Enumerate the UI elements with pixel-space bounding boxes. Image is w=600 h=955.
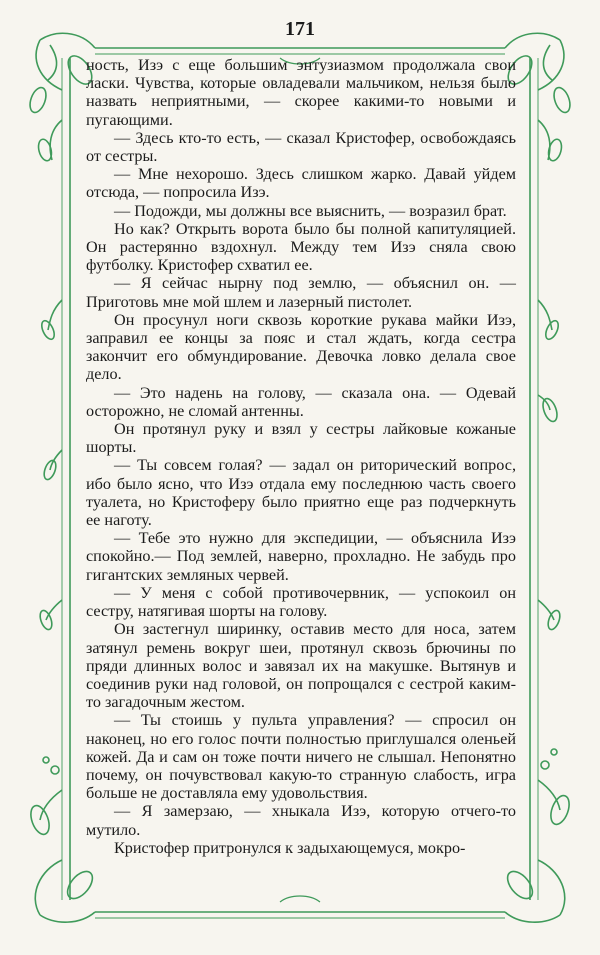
paragraph: Он протянул руку и взял у сестры лайковые кожаные шорты.: [86, 420, 516, 457]
paragraph: Но как? Открыть ворота было бы полной капитуляцией. Он растерянно вздохнул. Между тем Изэ сняла свою футболку. Кристофер схватил ее.: [86, 219, 516, 275]
paragraph: — Тебе это нужно для экспедиции, — объяснила Изэ спокойно.— Под землей, наверно, прохладно. Не забудь про гигантских земляных червей.: [86, 529, 516, 584]
paragraph: Он просунул ноги сквозь короткие рукава майки Изэ, заправил ее концы за пояс и стал ждать, когда сестра закончит его обмундирование. Девочка ловко делала свое дело.: [86, 310, 516, 384]
paragraph: — Мне нехорошо. Здесь слишком жарко. Давай уйдем отсюда, — попросила Изэ.: [86, 165, 516, 202]
paragraph: — Я замерзаю, — хныкала Изэ, которую отчего-то мутило.: [86, 802, 516, 839]
paragraph: ность, Изэ с еще большим энтузиазмом продолжала свои ласки. Чувства, которые овладевали мальчиком, нельзя было назвать неприятными, — скорее какими-то новыми и пугающими.: [86, 56, 516, 129]
paragraph: — Здесь кто-то есть, — сказал Кристофер, освобождаясь от сестры.: [86, 128, 516, 166]
paragraph: Он застегнул ширинку, оставив место для носа, затем затянул ремень вокруг шеи, протянул сквозь брючины по пряди длинных волос и завязал их на макушке. Вытянув и соединив руки над головой, он попрощался с сестрой каким-то загадочным жестом.: [86, 620, 516, 712]
paragraph: — Я сейчас нырну под землю, — объяснил он. — Приготовь мне мой шлем и лазерный пистолет.: [86, 274, 516, 311]
paragraph: — Это надень на голову, — сказала она. — Одевай осторожно, не сломай антенны.: [86, 383, 516, 420]
page-number: 171: [285, 18, 315, 40]
paragraph: Кристофер притронулся к задыхающемуся, мокро-: [114, 838, 466, 857]
paragraph: — Подожди, мы должны все выяснить, — возразил брат.: [114, 201, 507, 220]
paragraph: — Ты стоишь у пульта управления? — спросил он наконец, но его голос почти полностью приглушался оленьей кожей. Да и сам он тоже почти ничего не слышал. Непонятно почему, он почувствовал какую-то странную слабость, игра больше не доставляла ему удовольствия.: [86, 711, 516, 803]
paragraph: — Ты совсем голая? — задал он риторический вопрос, ибо было ясно, что Изэ отдала ему последнюю часть своего туалета, но Кристоферу было приятно еще раз подчеркнуть ее наготу.: [86, 456, 516, 530]
body-text: [86, 56, 516, 857]
paragraph: — У меня с собой противочервник, — успокоил он сестру, натягивая шорты на голову.: [86, 583, 516, 621]
